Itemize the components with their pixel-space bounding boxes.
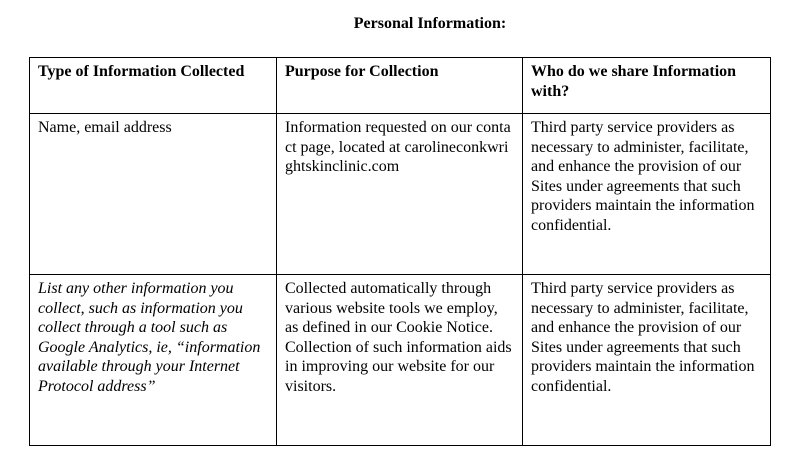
cell-shared-with: Third party service providers as necessary to administer, facilitate, and enhance the provision of our Sites under agreements that such providers maintain the information confidential.	[523, 275, 771, 446]
cell-information-type: Name, email address	[30, 114, 277, 275]
personal-information-table	[29, 57, 771, 446]
table-row	[30, 114, 771, 275]
document-title: Personal Information:	[353, 15, 507, 32]
header-who-we-share-with: Who do we share Information with?	[523, 58, 771, 114]
cell-information-type: List any other information you collect, such as information you collect through a tool such as Google Analytics, ie, “information available through your Internet Protocol address”	[30, 275, 277, 446]
cell-shared-with: Third party service providers as necessary to administer, facilitate, and enhance the provision of our Sites under agreements that such providers maintain the information confidential.	[523, 114, 771, 275]
cell-collection-purpose: Collected automatically through various website tools we employ, as defined in our Cookie Notice. Collection of such information aids in improving our website for our visitors.	[277, 275, 523, 446]
table-row	[30, 275, 771, 446]
table-header-row	[30, 58, 771, 114]
cell-collection-purpose: Information requested on our contact page, located at carolineconkwrightskinclinic.com	[277, 114, 523, 275]
header-type-of-information: Type of Information Collected	[30, 58, 277, 114]
header-purpose-for-collection: Purpose for Collection	[277, 58, 523, 114]
